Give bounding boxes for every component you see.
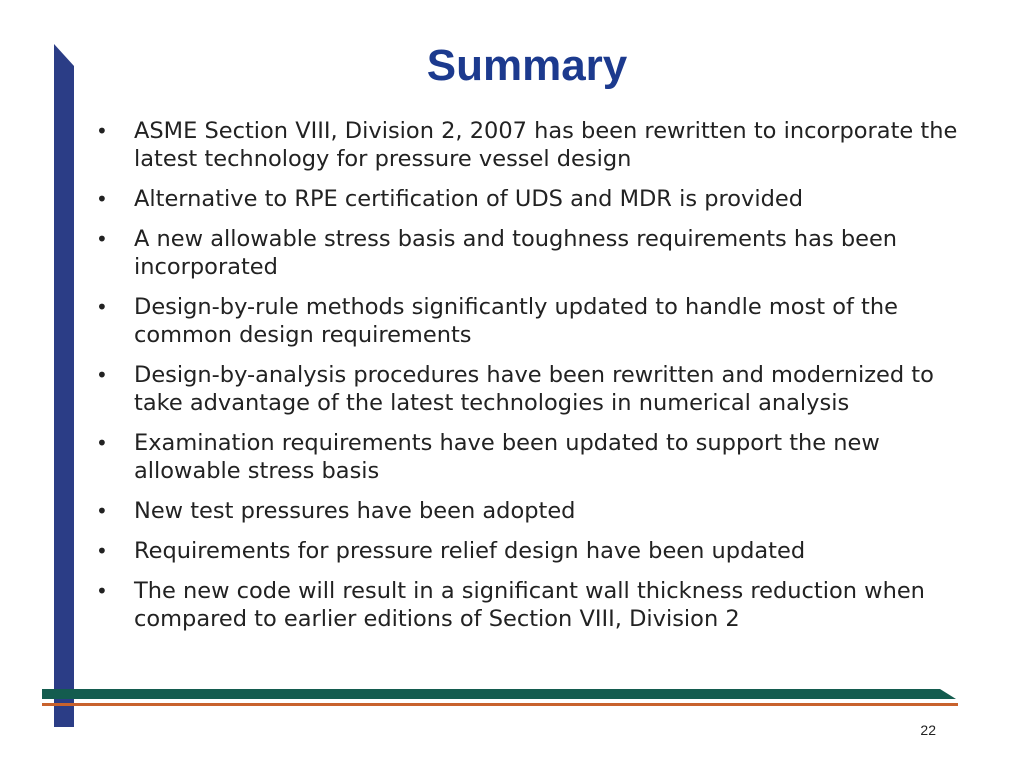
list-item [96,117,976,173]
bullet-text: Design-by-rule methods significantly updated to handle most of the common design requirements [134,294,898,348]
list-item [96,225,976,281]
list-item [96,293,976,349]
bullet-icon: • [96,539,108,563]
list-item [96,577,976,633]
bullet-icon: • [96,579,108,603]
list-item [96,185,976,213]
list-item [96,429,976,485]
bullet-text: New test pressures have been adopted [134,498,576,524]
bullet-icon: • [96,295,108,319]
orange-horizontal-line [42,703,958,706]
bullet-icon: • [96,227,108,251]
green-horizontal-line [42,689,956,699]
bullet-icon: • [96,499,108,523]
bullet-text: A new allowable stress basis and toughness requirements has been incorporated [134,226,898,280]
bullet-text: ASME Section VIII, Division 2, 2007 has been rewritten to incorporate the latest technology for pressure vessel design [134,118,958,172]
bullet-text: The new code will result in a significant wall thickness reduction when compared to earlier editions of Section VIII, Division 2 [134,578,925,632]
bullet-text: Design-by-analysis procedures have been rewritten and modernized to take advantage of the latest technologies in numerical analysis [134,362,934,416]
bullet-text: Examination requirements have been updated to support the new allowable stress basis [134,430,880,484]
left-vertical-bar [54,44,74,727]
page-number: 22 [920,722,936,738]
bullet-icon: • [96,363,108,387]
list-item [96,537,976,565]
bullet-icon: • [96,431,108,455]
bullet-list [96,117,976,645]
slide-title: Summary [426,41,628,90]
list-item [96,497,976,525]
bullet-icon: • [96,187,108,211]
bullet-icon: • [96,119,108,143]
list-item [96,361,976,417]
bullet-text: Alternative to RPE certification of UDS and MDR is provided [134,186,804,212]
bullet-text: Requirements for pressure relief design have been updated [134,538,806,564]
